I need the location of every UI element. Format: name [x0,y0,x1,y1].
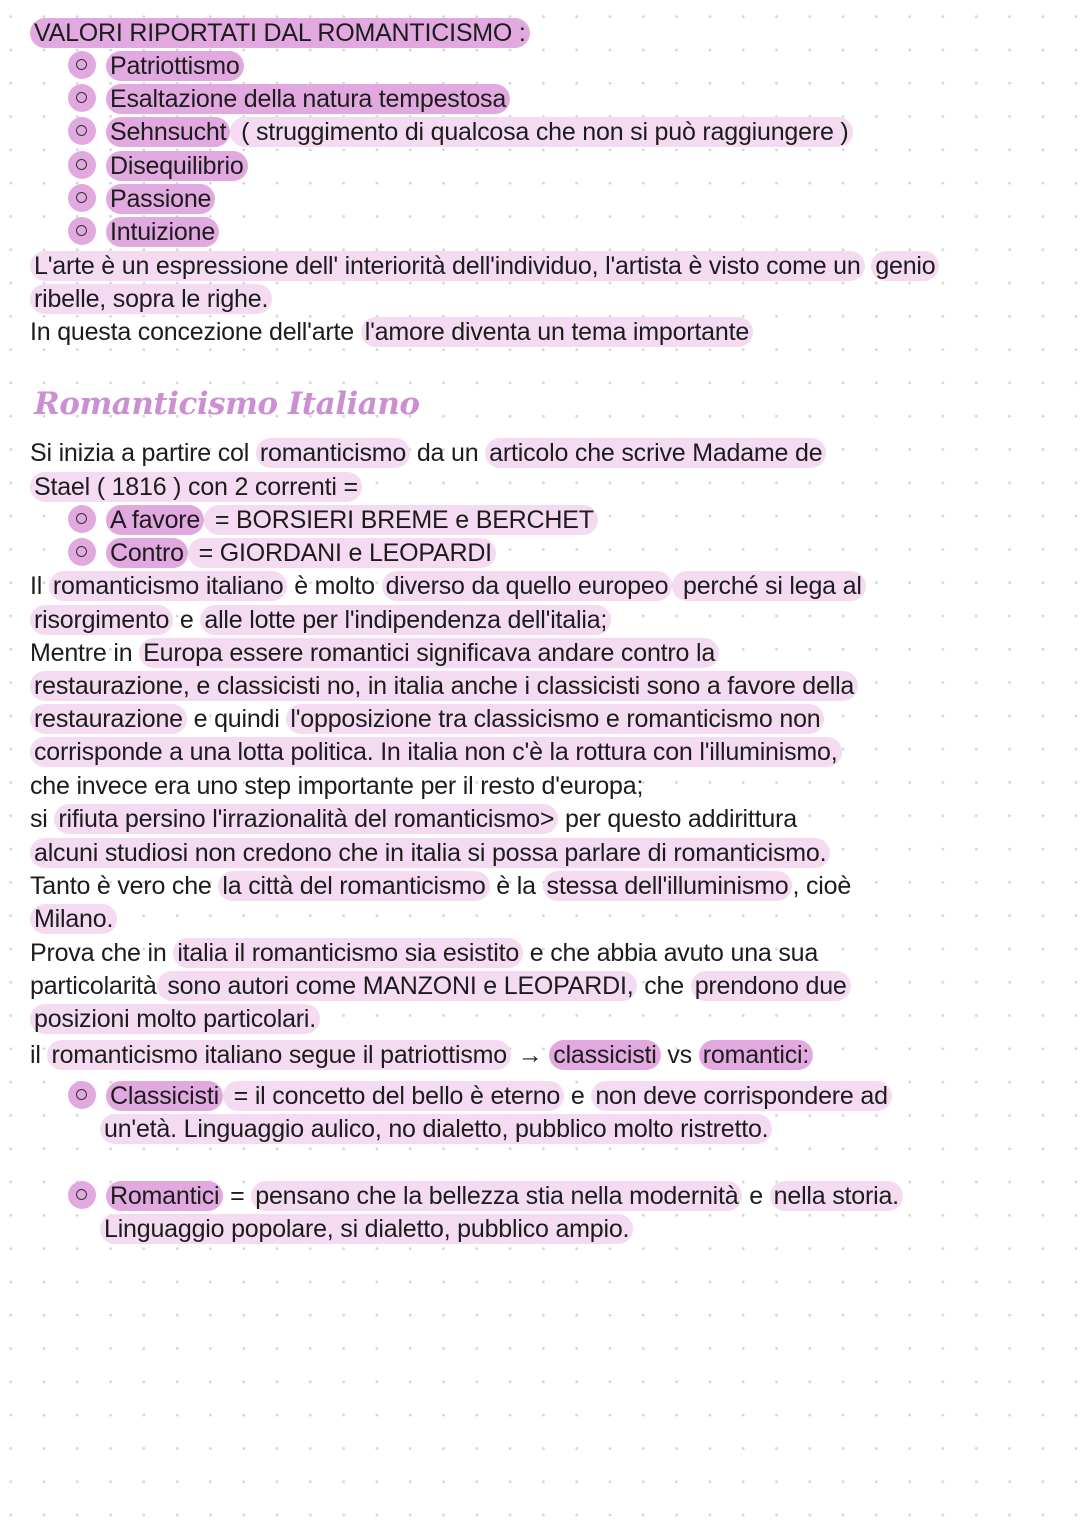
highlighted-text: sono autori come MANZONI e LEOPARDI, [157,971,638,1001]
highlighted-text: L'arte è un espressione dell' interiorità dell'individuo, l'artista è visto come un [30,251,865,281]
note-line [68,1181,903,1211]
text: In questa concezione dell'arte [30,318,361,346]
bullet-circle-icon [68,1181,96,1209]
highlighted-text: A favore [106,505,204,535]
note-line [68,151,248,181]
text: Prova che in [30,939,174,967]
note-line [30,971,851,1001]
note-line [100,1114,772,1144]
text: = [223,1182,252,1210]
text: e [173,606,201,634]
highlighted-text: romanticismo [256,438,410,468]
bullet-circle-icon [68,184,96,212]
text: Tanto è vero che [30,872,219,900]
highlighted-text: ( struggimento di qualcosa che non si può raggiungere ) [230,117,852,147]
note-line [30,284,272,314]
highlighted-text: Esaltazione della natura tempestosa [106,84,510,114]
highlighted-text: non deve corrispondere ad [591,1081,891,1111]
note-line [30,571,866,601]
text: da un [410,439,486,467]
bullet-circle-icon [68,217,96,245]
note-line [30,438,826,468]
note-line [30,1040,813,1070]
text: il [30,1041,48,1069]
bullet-circle-icon [68,505,96,533]
note-line [30,771,643,801]
highlighted-text: restaurazione [30,704,187,734]
bullet-circle-icon [68,51,96,79]
highlighted-text: Sehnsucht [106,117,230,147]
highlighted-text: Linguaggio popolare, si dialetto, pubblico ampio. [100,1214,633,1244]
text: → [510,1041,550,1069]
text: Si inizia a partire col [30,439,256,467]
note-line [30,472,362,502]
note-line [30,904,117,934]
note-line [68,117,853,147]
highlighted-text: = il concetto del bello è eterno [223,1081,564,1111]
highlighted-text: nella storia. [770,1181,903,1211]
note-line [68,184,215,214]
text: e [564,1082,592,1110]
highlighted-text: alcuni studiosi non credono che in italia si possa parlare di romanticismo. [30,838,830,868]
note-line [30,1004,320,1034]
highlighted-text: Classicisti [106,1081,223,1111]
highlighted-text: = GIORDANI e LEOPARDI [188,538,496,568]
highlighted-text: posizioni molto particolari. [30,1004,320,1034]
highlighted-text: perché si lega al [672,571,865,601]
highlighted-text: romanticismo italiano [49,571,288,601]
note-line [68,217,219,247]
highlighted-text: ribelle, sopra le righe. [30,284,272,314]
highlighted-text: genio [871,251,939,281]
bullet-circle-icon [68,151,96,179]
highlighted-text: romanticismo italiano segue il patriottismo [47,1040,511,1070]
note-line [68,538,496,568]
bullet-circle-icon [68,538,96,566]
text: e [742,1182,770,1210]
highlighted-text: articolo che scrive Madame de [485,438,826,468]
note-line [30,671,858,701]
text: è molto [287,572,382,600]
text: vs [660,1041,699,1069]
note-line [30,938,818,968]
highlighted-text: Contro [106,538,188,568]
highlighted-text: l'opposizione tra classicismo e romanticismo non [286,704,824,734]
highlighted-text: restaurazione, e classicisti no, in italia anche i classicisti sono a favore della [30,671,858,701]
highlighted-text: Disequilibrio [106,151,248,181]
note-line [100,1214,633,1244]
note-line [68,1081,892,1111]
note-line [68,84,510,114]
note-line [30,251,939,281]
bullet-circle-icon [68,84,96,112]
highlighted-text: Milano. [30,904,117,934]
note-line [30,704,824,734]
highlighted-text: VALORI RIPORTATI DAL ROMANTICISMO : [30,18,530,48]
section-heading: Romanticismo Italiano [34,386,420,422]
highlighted-text: Romantici [106,1181,223,1211]
text: particolarità [30,972,157,1000]
note-line [68,505,598,535]
text: che [637,972,691,1000]
text: Mentre in [30,639,140,667]
text: , cioè [792,872,852,900]
highlighted-text: pensano che la bellezza stia nella modernità [251,1181,742,1211]
note-line [30,871,851,901]
highlighted-text: = BORSIERI BREME e BERCHET [204,505,598,535]
highlighted-text: romantici: [699,1040,813,1070]
highlighted-text: alle lotte per l'indipendenza dell'italia; [200,605,611,635]
highlighted-text: Stael ( 1816 ) con 2 correnti = [30,472,362,502]
highlighted-text: la città del romanticismo [218,871,489,901]
highlighted-text: l'amore diventa un tema importante [361,317,753,347]
text: e che abbia avuto una sua [523,939,819,967]
note-line [68,51,244,81]
highlighted-text: prendono due [691,971,851,1001]
highlighted-text: Europa essere romantici significava andare contro la [139,638,719,668]
text: per questo addirittura [558,805,797,833]
highlighted-text: corrisponde a una lotta politica. In italia non c'è la rottura con l'illuminismo, [30,737,842,767]
bullet-circle-icon [68,1081,96,1109]
highlighted-text: Patriottismo [106,51,244,81]
text: è la [489,872,543,900]
highlighted-text: Intuizione [106,217,219,247]
note-line [30,804,797,834]
text: Il [30,572,49,600]
highlighted-text: classicisti [549,1040,660,1070]
highlighted-text: rifiuta persino l'irrazionalità del romanticismo> [54,804,558,834]
text: e quindi [186,705,287,733]
highlighted-text: un'età. Linguaggio aulico, no dialetto, pubblico molto ristretto. [100,1114,772,1144]
highlighted-text: italia il romanticismo sia esistito [173,938,523,968]
highlighted-text: Passione [106,184,215,214]
note-line [30,838,830,868]
text: si [30,805,55,833]
highlighted-text: stessa dell'illuminismo [543,871,793,901]
note-line [30,638,719,668]
note-line [30,605,611,635]
text: che invece era uno step importante per il resto d'europa; [30,772,644,800]
note-line [30,317,753,347]
highlighted-text: risorgimento [30,605,173,635]
bullet-circle-icon [68,117,96,145]
highlighted-text: diverso da quello europeo [382,571,673,601]
note-line [30,18,530,48]
note-line [30,737,842,767]
